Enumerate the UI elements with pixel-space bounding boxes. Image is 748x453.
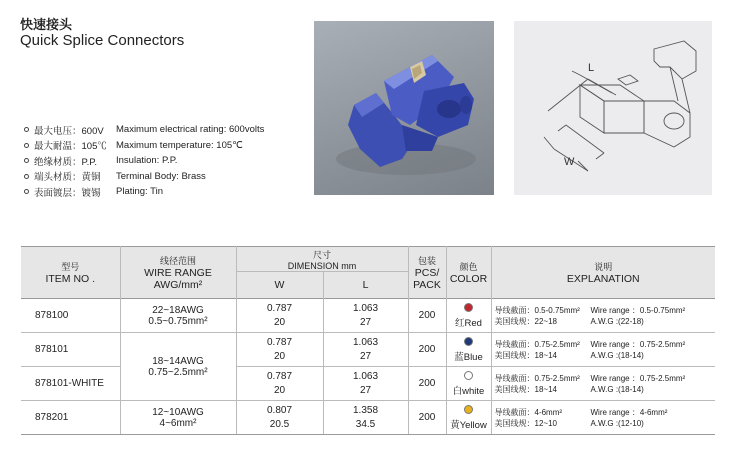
header-dim-w: W [236, 272, 323, 299]
color-dot-icon [464, 371, 473, 380]
page-title-en: Quick Splice Connectors [20, 32, 185, 49]
dim-w-inch: 0.787 [266, 370, 293, 382]
dim-l-mm: 34.5 [355, 418, 376, 430]
expl-en-2: A.W.G :(12-10) [590, 418, 644, 428]
header-pack-en2: PACK [413, 279, 441, 291]
wire-mm: 4~6mm² [159, 417, 197, 429]
expl-cn-1: 导线截面：0.75-2.5mm² [494, 373, 580, 383]
connector-diagram-icon [514, 21, 712, 195]
dim-l-mm: 27 [359, 316, 372, 328]
dim-w-cell [236, 333, 323, 367]
expl-cn-2: 美国线规：18~14 [494, 384, 557, 394]
spec-cn: 绝缘材质：P.P. [34, 156, 98, 168]
header-dimension [236, 247, 408, 272]
dim-w-cell [236, 299, 323, 333]
dim-l-inch: 1.063 [352, 302, 379, 314]
dim-w-inch: 0.787 [266, 336, 293, 348]
expl-cn-2: 美国线规：12~10 [494, 418, 557, 428]
color-label: 白white [452, 385, 485, 397]
expl-en-2: A.W.G :(18-14) [590, 384, 644, 394]
wire-mm: 0.75~2.5mm² [148, 366, 208, 378]
color-dot-icon [464, 337, 473, 346]
dim-w-inch: 0.807 [266, 404, 293, 416]
pack-qty: 200 [408, 333, 446, 367]
header-dim-en: DIMENSION mm [287, 260, 357, 271]
wire-awg: 18~14AWG [152, 355, 204, 367]
bullet-icon [24, 143, 29, 148]
spec-row [24, 138, 314, 154]
header-wire-unit: AWG/mm² [153, 279, 203, 291]
table-row [21, 333, 715, 367]
pack-qty: 200 [408, 367, 446, 401]
header-pack-cn: 包装 [417, 256, 436, 266]
technical-drawing [514, 21, 712, 195]
color-cell [446, 333, 491, 367]
bullet-icon [24, 127, 29, 132]
dim-l-inch: 1.358 [352, 404, 379, 416]
expl-cn-2: 美国线规：18~14 [494, 350, 557, 360]
dim-w-mm: 20 [273, 384, 286, 396]
width-label: W [564, 156, 575, 168]
expl-en-1: Wire range ：0.5-0.75mm² [590, 305, 686, 315]
wire-range-cell [120, 333, 236, 401]
explanation-cell [491, 367, 715, 401]
header-item-cn: 型号 [61, 262, 80, 272]
bullet-icon [24, 158, 29, 163]
color-dot-icon [464, 303, 473, 312]
explanation-cell [491, 299, 715, 333]
color-cell [446, 367, 491, 401]
header-explanation [491, 247, 715, 299]
item-number: 878101-WHITE [21, 367, 120, 401]
page-title-cn: 快速接头 [20, 18, 73, 33]
header-color [446, 247, 491, 299]
spec-en: Insulation: P.P. [116, 155, 178, 167]
table-row [21, 401, 715, 435]
header-expl-cn: 说明 [594, 262, 613, 272]
item-number: 878201 [21, 401, 120, 435]
explanation-cell [491, 401, 715, 435]
explanation-cell [491, 333, 715, 367]
header-dim-cn: 尺寸 [312, 249, 331, 260]
dim-l-inch: 1.063 [352, 370, 379, 382]
header-wire [120, 247, 236, 299]
spec-cn: 最大耐温：105℃ [34, 141, 107, 153]
spec-table [21, 246, 715, 435]
spec-list [24, 122, 314, 200]
dim-w-mm: 20 [273, 316, 286, 328]
dim-l-cell [323, 299, 408, 333]
bullet-icon [24, 174, 29, 179]
table-row [21, 299, 715, 333]
dim-w-inch: 0.787 [266, 302, 293, 314]
wire-awg: 22~18AWG [152, 304, 204, 316]
pack-qty: 200 [408, 299, 446, 333]
expl-cn-1: 导线截面：4-6mm² [494, 407, 563, 417]
expl-en-1: Wire range ：4-6mm² [590, 407, 668, 417]
dim-l-cell [323, 401, 408, 435]
spec-cn: 最大电压：600V [34, 125, 104, 137]
color-dot-icon [464, 405, 473, 414]
wire-range-cell [120, 299, 236, 333]
spec-cn: 表面镀层：镀锡 [34, 187, 101, 199]
spec-en: Plating: Tin [116, 186, 163, 198]
connector-photo-icon [314, 21, 494, 195]
header-pack-en1: PCS/ [414, 267, 440, 279]
color-cell [446, 299, 491, 333]
expl-en-1: Wire range ：0.75-2.5mm² [590, 373, 686, 383]
length-label: L [588, 62, 595, 74]
dim-w-mm: 20 [273, 350, 286, 362]
header-wire-en: WIRE RANGE [144, 267, 212, 279]
dim-w-cell [236, 367, 323, 401]
header-color-en: COLOR [449, 273, 488, 285]
header-dim-l: L [323, 272, 408, 299]
product-photo [314, 21, 494, 195]
spec-en: Maximum electrical rating: 600volts [116, 124, 265, 136]
expl-en-2: A.W.G :(22-18) [590, 316, 644, 326]
dim-w-cell [236, 401, 323, 435]
spec-row [24, 153, 314, 169]
header-wire-cn: 线径范围 [159, 256, 196, 266]
header-expl-en: EXPLANATION [566, 273, 640, 285]
item-number: 878101 [21, 333, 120, 367]
color-label: 红Red [455, 317, 482, 329]
dim-w-mm: 20.5 [269, 418, 290, 430]
spec-en: Terminal Body: Brass [116, 170, 206, 182]
pack-qty: 200 [408, 401, 446, 435]
spec-row [24, 169, 314, 185]
header-item [21, 247, 120, 299]
dim-l-inch: 1.063 [352, 336, 379, 348]
header-color-cn: 颜色 [459, 262, 478, 272]
dim-l-cell [323, 367, 408, 401]
spec-row [24, 122, 314, 138]
bullet-icon [24, 189, 29, 194]
header-item-en: ITEM NO . [45, 273, 96, 285]
item-number: 878100 [21, 299, 120, 333]
color-cell [446, 401, 491, 435]
color-label: 蓝Blue [454, 351, 483, 363]
dim-l-mm: 27 [359, 350, 372, 362]
wire-awg: 12~10AWG [152, 406, 204, 418]
dim-l-cell [323, 333, 408, 367]
header-row [21, 247, 715, 272]
wire-mm: 0.5~0.75mm² [148, 315, 208, 327]
color-label: 黄Yellow [450, 419, 487, 431]
spec-en: Maximum temperature: 105℃ [116, 139, 243, 151]
spec-cn: 端头材质：黄铜 [34, 172, 101, 184]
expl-cn-1: 导线截面：0.5-0.75mm² [494, 305, 580, 315]
dim-l-mm: 27 [359, 384, 372, 396]
expl-en-2: A.W.G :(18-14) [590, 350, 644, 360]
expl-cn-1: 导线截面：0.75-2.5mm² [494, 339, 580, 349]
expl-en-1: Wire range ：0.75-2.5mm² [590, 339, 686, 349]
spec-row [24, 184, 314, 200]
expl-cn-2: 美国线规：22~18 [494, 316, 557, 326]
wire-range-cell [120, 401, 236, 435]
header-pack [408, 247, 446, 299]
